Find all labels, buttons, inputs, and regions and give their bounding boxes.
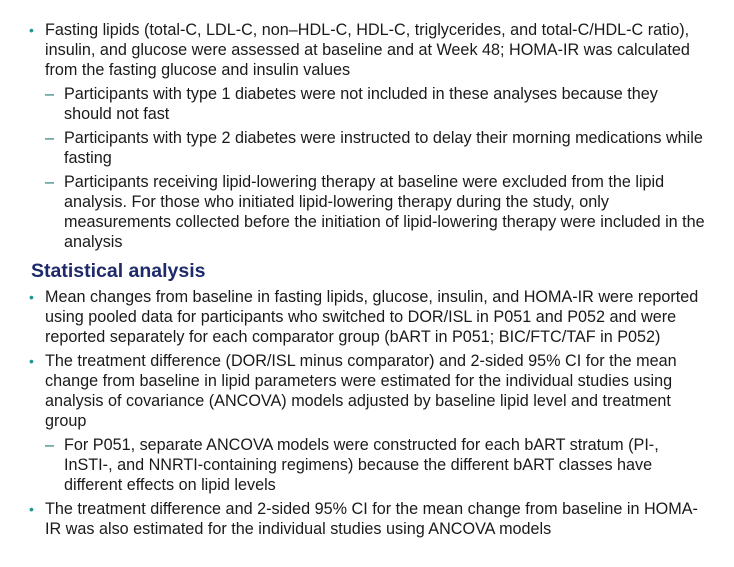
dash-marker: – xyxy=(45,173,55,191)
sub-bullet-lipid-lowering xyxy=(26,172,710,252)
bullet-text: The treatment difference (DOR/ISL minus comparator) and 2-sided 95% CI for the mean change from baseline in lipid parameters were estimated for the individual studies using analysis of covariance (ANCOVA) models adjusted by baseline lipid level and treatment group xyxy=(45,352,677,430)
bullet-marker: • xyxy=(29,22,34,38)
bullet-fasting-lipids xyxy=(26,20,710,80)
sub-bullet-text: Participants with type 2 diabetes were instructed to delay their morning medications while fasting xyxy=(64,129,703,167)
bullet-marker: • xyxy=(29,501,34,517)
bullet-marker: • xyxy=(29,353,34,369)
dash-marker: – xyxy=(45,436,55,454)
sub-bullet-text: For P051, separate ANCOVA models were constructed for each bART stratum (PI-, InSTI-, and NNRTI-containing regimens) because the different bART classes have different effects on lipid levels xyxy=(64,436,659,494)
sub-bullet-type2-diabetes xyxy=(26,128,710,168)
bullet-text: Fasting lipids (total-C, LDL-C, non–HDL-C, HDL-C, triglycerides, and total-C/HDL-C ratio), insulin, and glucose were assessed at baseline and at Week 48; HOMA-IR was calculated from the fasting glucose and insulin values xyxy=(45,21,690,79)
sub-bullet-type1-diabetes xyxy=(26,84,710,124)
bullet-treatment-difference xyxy=(26,351,710,431)
sub-bullet-p051-ancova xyxy=(26,435,710,495)
bullet-marker: • xyxy=(29,289,34,305)
sub-bullet-text: Participants with type 1 diabetes were not included in these analyses because they should not fast xyxy=(64,85,658,123)
sub-bullet-text: Participants receiving lipid-lowering therapy at baseline were excluded from the lipid analysis. For those who initiated lipid-lowering therapy during the study, only measurements collected before the initiation of lipid-lowering therapy were included in the analysis xyxy=(64,173,705,251)
bullet-mean-changes xyxy=(26,287,710,347)
dash-marker: – xyxy=(45,85,55,103)
bullet-text: The treatment difference and 2-sided 95% CI for the mean change from baseline in HOMA-IR was also estimated for the individual studies using ANCOVA models xyxy=(45,500,698,538)
section-heading: Statistical analysis xyxy=(31,260,206,282)
bullet-text: Mean changes from baseline in fasting lipids, glucose, insulin, and HOMA-IR were reported using pooled data for participants who switched to DOR/ISL in P051 and P052 and were reported separately for each comparator group (bART in P051; BIC/FTC/TAF in P052) xyxy=(45,288,699,346)
dash-marker: – xyxy=(45,129,55,147)
bullet-homa-ir xyxy=(26,499,710,539)
